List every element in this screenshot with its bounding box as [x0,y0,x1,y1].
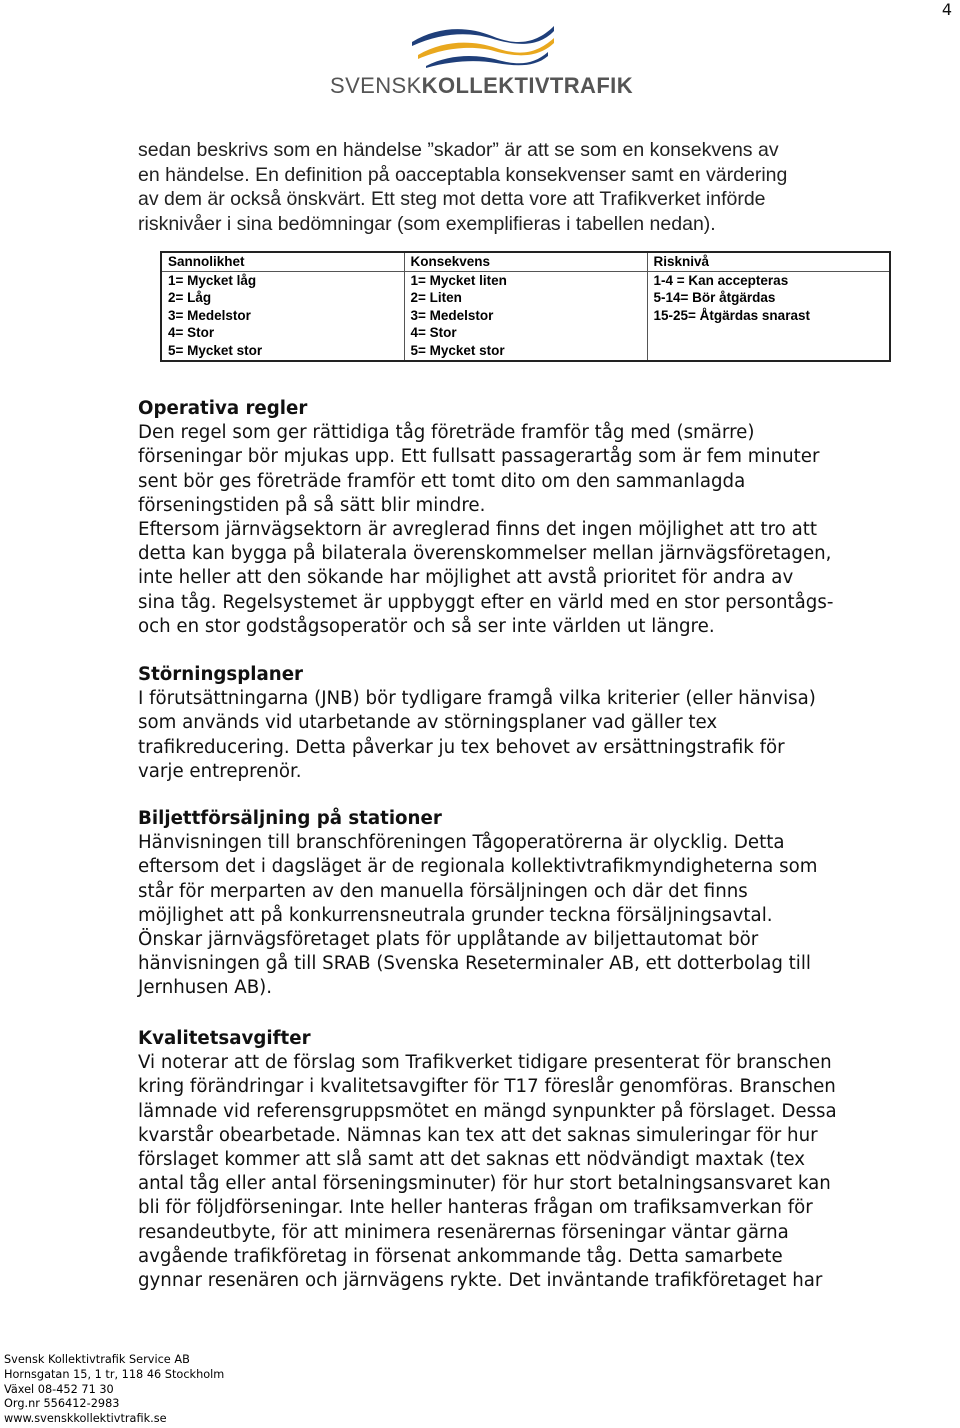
intro-paragraph [138,138,898,236]
section-line: resandeutbyte, för att minimera resenärernas förseningar väntar gärna [138,1221,789,1243]
section-line: står för merparten av den manuella försäljningen och där det finns [138,880,748,902]
footer-address: Hornsgatan 15, 1 tr, 118 46 Stockholm [4,1367,225,1381]
risk-table-cell: 1= Mycket låg [161,271,404,289]
section-line: Eftersom järnvägsektorn är avreglerad finns det ingen möjlighet att tro att [138,519,817,541]
footer-company: Svensk Kollektivtrafik Service AB [4,1353,190,1366]
risk-table-row [161,324,890,342]
footer-org-number: Org.nr 556412-2983 [4,1397,120,1411]
risk-table-cell: 5-14= Bör åtgärdas [647,289,890,307]
logo-text-light: SVENSK [330,73,422,98]
section-line: Vi noterar att de förslag som Trafikverket tidigare presenterat för branschen [138,1052,832,1074]
intro-line: en händelse. En definition på oacceptabla konsekvenser samt en värdering [138,163,788,186]
section-line: Önskar järnvägsföretaget plats för upplåtande av biljettautomat bör [138,929,759,951]
section-line: förslaget kommer att slå samt att det saknas ett nödvändigt maxtak (tex [138,1149,806,1171]
section-heading: Operativa regler [138,398,308,419]
risk-table-cell: 1= Mycket liten [404,271,647,289]
risk-table-cell: 15-25= Åtgärdas snarast [647,307,890,325]
section-line: eftersom det i dagsläget är de regionala kollektivtrafikmyndigheterna som [138,856,818,878]
section-line: bli för följdförseningar. Inte heller hanteras frågan om trafiksamverkan för [138,1197,813,1219]
section-line: antal tåg eller antal förseningsminuter) för hur stort betalningsansvaret kan [138,1173,831,1195]
section-line: detta kan bygga på bilaterala överenskommelser mellan järnvägsföretagen, [138,543,832,565]
logo-waves-icon [408,22,558,68]
risk-table-cell: 2= Låg [161,289,404,307]
risk-table-row [161,271,890,289]
page-number: 4 [941,0,952,19]
section-line: lämnade vid referensgruppsmötet en mängd synpunkter på förslaget. Dessa [138,1100,837,1122]
section-line: hänvisningen gå till SRAB (Svenska Reseterminaler AB, ett dotterbolag till [138,953,811,975]
risk-table-cell: 5= Mycket stor [404,342,647,361]
section-biljettforsaljning [138,807,908,1001]
section-line: Hänvisningen till branschföreningen Tågoperatörerna är olycklig. Detta [138,832,785,854]
section-line: sina tåg. Regelsystemet är uppbyggt efter en värld med en stor persontågs- [138,591,834,613]
risk-table-header: Sannolikhet [161,252,404,271]
section-line: inte heller att den sökande har möjlighet att avstå prioritet för andra av [138,567,794,589]
risk-table-header-row [161,252,890,271]
logo-text-bold: KOLLEKTIVTRAFIK [421,73,633,98]
section-line: förseningar bör mjukas upp. Ett fullsatt passagerartåg som är fem minuter [138,446,820,468]
section-heading: Biljettförsäljning på stationer [138,808,442,829]
section-line: sent bör ges företräde framför ett tomt dito om den sammanlagda [138,470,746,492]
risk-table-cell: 3= Medelstor [404,307,647,325]
risk-table-header: Risknivå [647,252,890,271]
section-line: kring förändringar i kvalitetsavgifter för T17 föreslår genomföras. Branschen [138,1076,836,1098]
section-line: Den regel som ger rättidiga tåg företräde framför tåg med (smärre) [138,422,755,444]
footer-phone: Växel 08-452 71 30 [4,1382,114,1396]
intro-line: av dem är också önskvärt. Ett steg mot detta vore att Trafikverket införde [138,188,766,210]
risk-table-row [161,307,890,325]
section-line: avgående trafikföretag in försenat ankommande tåg. Detta samarbete [138,1245,783,1267]
section-line: trafikreducering. Detta påverkar ju tex behovet av ersättningstrafik för [138,736,785,758]
footer [4,1353,224,1427]
logo [330,22,633,102]
section-heading: Kvalitetsavgifter [138,1028,311,1049]
risk-table-header: Konsekvens [404,252,647,271]
risk-table-cell: 4= Stor [161,324,404,342]
section-kvalitetsavgifter [138,1027,908,1293]
risk-table-cell: 4= Stor [404,324,647,342]
risk-table-cell: 3= Medelstor [161,307,404,325]
risk-table-cell: 1-4 = Kan accepteras [647,271,890,289]
footer-website: www.svenskkollektivtrafik.se [4,1412,167,1426]
risk-table-row [161,342,890,361]
section-line: möjlighet att på konkurrensneutrala grunder teckna försäljningsavtal. [138,904,773,926]
risk-table-cell: 2= Liten [404,289,647,307]
section-line: varje entreprenör. [138,760,302,782]
section-line: kvarstår obearbetade. Nämnas kan tex att det saknas simuleringar för hur [138,1124,818,1146]
section-line: förseningstiden på så sätt blir mindre. [138,494,486,516]
section-line: I förutsättningarna (JNB) bör tydligare framgå vilka kriterier (eller hänvisa) [138,688,816,710]
logo-wordmark [330,73,633,99]
section-line: Jernhusen AB). [138,977,273,999]
risk-table [160,251,891,362]
section-storningsplaner [138,663,908,784]
risk-table-cell [647,342,890,361]
risk-table-cell [647,324,890,342]
risk-table-cell: 5= Mycket stor [161,342,404,361]
risk-table-row [161,289,890,307]
section-line: som används vid utarbetande av störningsplaner vad gäller tex [138,712,718,734]
section-operativa-regler [138,397,908,639]
intro-line: risknivåer i sina bedömningar (som exemplifieras i tabellen nedan). [138,212,716,235]
section-line: och en stor godstågsoperatör och så ser inte världen ut längre. [138,615,715,637]
section-line: gynnar resenären och järnvägens rykte. Det inväntande trafikföretaget har [138,1270,823,1292]
intro-line: sedan beskrivs som en händelse ”skador” är att se som en konsekvens av [138,139,779,161]
section-heading: Störningsplaner [138,664,304,685]
